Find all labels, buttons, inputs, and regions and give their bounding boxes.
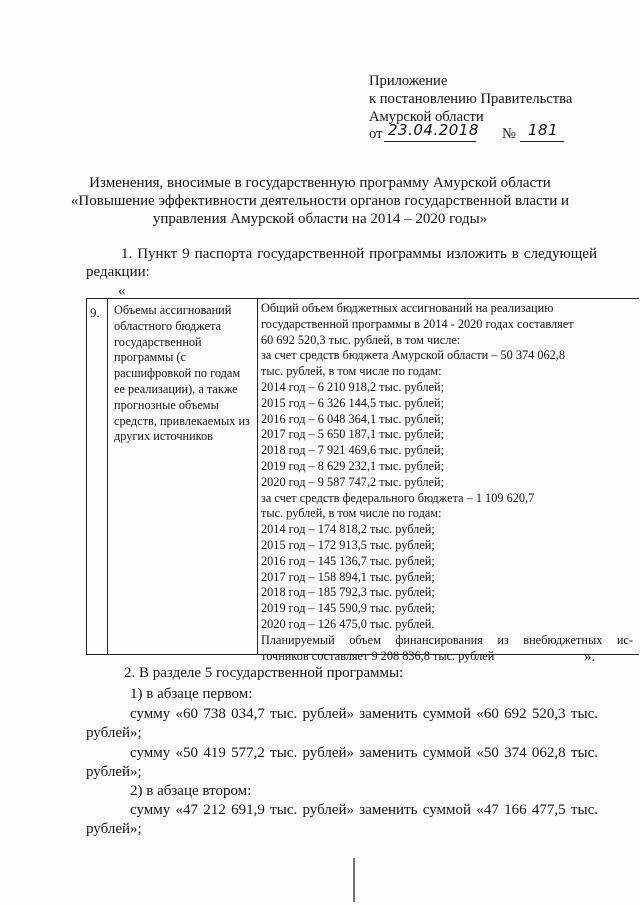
content-line: 2017 год – 5 650 187,1 тыс. рублей; xyxy=(261,427,444,442)
row-number: 9. xyxy=(90,305,100,320)
open-quote: « xyxy=(118,283,126,299)
date-handwritten: 23.04.2018 xyxy=(388,121,479,139)
content-line: 2020 год – 9 587 747,2 тыс. рублей; xyxy=(261,474,444,489)
number-field xyxy=(520,121,564,142)
label-line: программы (с xyxy=(114,350,186,365)
label-line: Объемы ассигнований xyxy=(114,303,232,317)
content-line: тыс. рублей, в том числе по годам: xyxy=(261,364,442,379)
item2-sub1: 1) в абзаце первом: xyxy=(130,686,253,702)
item1-line-2: редакции: xyxy=(86,264,150,280)
item2-s1-line1: сумму «60 738 034,7 тыс. рублей» заменить суммой «60 692 520,3 тыс. xyxy=(130,706,598,722)
title-line-3: управления Амурской области на 2014 – 2020 годы» xyxy=(152,211,488,227)
title-line-2: «Повышение эффективности деятельности органов государственной власти и xyxy=(70,193,570,209)
content-line: государственной программы в 2014 - 2020 годах составляет xyxy=(261,316,574,331)
label-line: государственной xyxy=(114,334,202,349)
appendix-label: Приложение xyxy=(369,73,448,89)
row-content xyxy=(261,301,633,664)
content-line: тыс. рублей, в том числе по годам: xyxy=(261,506,442,521)
item2-heading: 2. В разделе 5 государственной программы: xyxy=(124,665,404,681)
table-divider-2 xyxy=(257,299,258,654)
item2-sub2: 2) в абзаце втором: xyxy=(130,783,252,799)
label-line: ее реализации), а также xyxy=(114,381,238,396)
label-line: средств, привлекаемых из xyxy=(114,413,250,428)
content-line: 2016 год – 6 048 364,1 тыс. рублей; xyxy=(261,411,444,426)
item2-s1-line1-cont: рублей»; xyxy=(86,725,142,741)
content-line: 2016 год – 145 136,7 тыс. рублей; xyxy=(261,553,435,568)
content-line: 2018 год – 185 792,3 тыс. рублей; xyxy=(261,585,435,600)
content-line: 60 692 520,3 тыс. рублей, в том числе: xyxy=(261,332,461,347)
label-line: прогнозные объемы xyxy=(114,397,219,412)
item2-s1-line2-cont: рублей»; xyxy=(86,764,142,780)
label-line: областного бюджета xyxy=(114,318,222,333)
item2-s2-line1: сумму «47 212 691,9 тыс. рублей» заменить суммой «47 166 477,5 тыс. xyxy=(130,802,598,818)
scan-artifact xyxy=(353,858,355,902)
close-quote: ». xyxy=(584,649,596,665)
content-line: за счет средств федерального бюджета – 1 109 620,7 xyxy=(261,490,535,505)
row-label xyxy=(114,303,250,445)
content-line: Планируемый объем финансирования из внебюджетных ис- xyxy=(261,632,633,647)
content-line: 2018 год – 7 921 469,6 тыс. рублей; xyxy=(261,443,444,458)
content-line: 2015 год – 6 326 144,5 тыс. рублей; xyxy=(261,395,444,410)
content-line: 2019 год – 8 629 232,1 тыс. рублей; xyxy=(261,458,444,473)
content-line: 2019 год – 145 590,9 тыс. рублей; xyxy=(261,601,435,616)
content-line: за счет средств бюджета Амурской области – 50 374 062,8 xyxy=(261,348,566,363)
date-prefix: от xyxy=(369,126,383,142)
item2-s1-line2: сумму «50 419 577,2 тыс. рублей» заменить суммой «50 374 062,8 тыс. xyxy=(130,745,598,761)
label-line: других источников xyxy=(114,429,213,444)
content-line: Общий объем бюджетных ассигнований на реализацию xyxy=(261,301,554,315)
table-divider-1 xyxy=(107,299,108,654)
item2-s2-line1-cont: рублей»; xyxy=(86,821,142,837)
item1-line-1: 1. Пункт 9 паспорта государственной программы изложить в следующей xyxy=(121,246,597,262)
label-line: расшифровкой по годам xyxy=(114,366,241,381)
number-handwritten: 181 xyxy=(528,121,559,139)
appendix-region: Амурской области xyxy=(369,109,484,125)
date-field xyxy=(384,121,479,142)
passport-table xyxy=(86,298,639,663)
title-line-1: Изменения, вносимые в государственную программу Амурской области xyxy=(89,175,551,191)
content-line: 2017 год – 158 894,1 тыс. рублей; xyxy=(261,569,435,584)
content-line: 2014 год – 174 818,2 тыс. рублей; xyxy=(261,522,435,537)
content-line: 2015 год – 172 913,5 тыс. рублей; xyxy=(261,537,435,552)
content-line: 2020 год – 126 475,0 тыс. рублей. xyxy=(261,616,435,631)
content-line: точников составляет 9 208 836,8 тыс. рублей xyxy=(261,648,495,663)
appendix-resolution: к постановлению Правительства xyxy=(369,91,573,107)
number-prefix: № xyxy=(502,126,516,142)
content-line: 2014 год – 6 210 918,2 тыс. рублей; xyxy=(261,379,444,394)
